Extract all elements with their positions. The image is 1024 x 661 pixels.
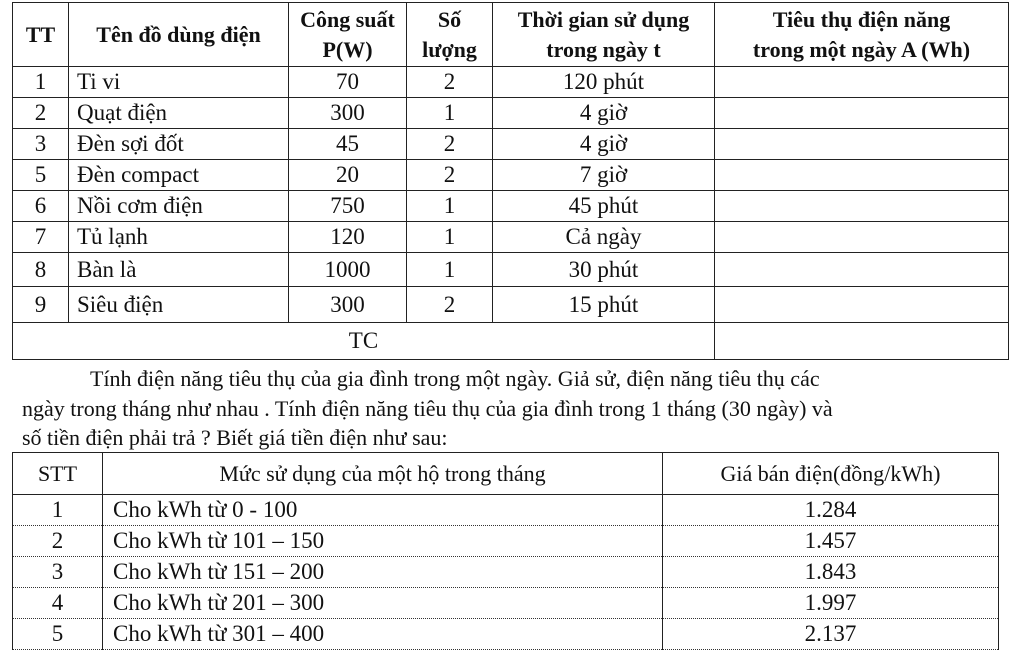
cell-time: Cả ngày [493, 222, 715, 253]
cell-tt: 5 [13, 160, 69, 191]
question-line-2: ngày trong tháng như nhau . Tính điện năng tiêu thụ của gia đình trong 1 tháng (30 ngày) và [22, 395, 833, 421]
table-row [13, 287, 1009, 323]
table-row [13, 526, 999, 557]
header-tt: TT [13, 3, 69, 67]
cell-stt: 2 [13, 526, 103, 557]
cell-name: Nồi cơm điện [69, 191, 289, 222]
cell-power: 20 [289, 160, 407, 191]
total-row [13, 323, 1009, 360]
cell-qty: 2 [407, 129, 493, 160]
cell-price: 1.457 [663, 526, 999, 557]
cell-level: Cho kWh từ 201 – 300 [103, 588, 663, 619]
cell-energy [715, 67, 1009, 98]
header-time [493, 3, 715, 67]
cell-energy [715, 222, 1009, 253]
cell-level: Cho kWh từ 101 – 150 [103, 526, 663, 557]
cell-tt: 1 [13, 67, 69, 98]
cell-tt: 8 [13, 253, 69, 287]
cell-power: 300 [289, 287, 407, 323]
header-name: Tên đồ dùng điện [69, 3, 289, 67]
cell-tt: 6 [13, 191, 69, 222]
cell-power: 70 [289, 67, 407, 98]
total-label: TC [13, 323, 715, 360]
cell-name: Đèn compact [69, 160, 289, 191]
cell-energy [715, 287, 1009, 323]
header-energy [715, 3, 1009, 67]
cell-energy [715, 98, 1009, 129]
cell-stt: 4 [13, 588, 103, 619]
table-row [13, 191, 1009, 222]
header-power [289, 3, 407, 67]
cell-name: Đèn sợi đốt [69, 129, 289, 160]
cell-time: 7 giờ [493, 160, 715, 191]
cell-price: 1.843 [663, 557, 999, 588]
cell-energy [715, 253, 1009, 287]
cell-stt: 5 [13, 619, 103, 650]
question-line-1: Tính điện năng tiêu thụ của gia đình trong một ngày. Giả sử, điện năng tiêu thụ các [90, 366, 820, 391]
table-row [13, 619, 999, 650]
appliance-table [12, 2, 1009, 360]
cell-name: Siêu điện [69, 287, 289, 323]
table-row [13, 98, 1009, 129]
cell-power: 120 [289, 222, 407, 253]
cell-price: 2.137 [663, 619, 999, 650]
cell-name: Tủ lạnh [69, 222, 289, 253]
header-power-line2: P(W) [322, 36, 373, 62]
cell-qty: 1 [407, 98, 493, 129]
cell-time: 4 giờ [493, 98, 715, 129]
cell-tt: 9 [13, 287, 69, 323]
header-qty [407, 3, 493, 67]
cell-qty: 1 [407, 253, 493, 287]
cell-time: 45 phút [493, 191, 715, 222]
cell-power: 750 [289, 191, 407, 222]
table-row [13, 222, 1009, 253]
header-energy-line1: Tiêu thụ điện năng [772, 6, 951, 32]
cell-time: 120 phút [493, 67, 715, 98]
cell-stt: 3 [13, 557, 103, 588]
cell-time: 15 phút [493, 287, 715, 323]
cell-price: 1.997 [663, 588, 999, 619]
cell-price: 1.284 [663, 495, 999, 526]
cell-level: Cho kWh từ 151 – 200 [103, 557, 663, 588]
table-row [13, 160, 1009, 191]
table-row [13, 495, 999, 526]
header-time-line2: trong ngày t [546, 36, 661, 62]
table-row [13, 129, 1009, 160]
cell-level: Cho kWh từ 0 - 100 [103, 495, 663, 526]
cell-qty: 2 [407, 287, 493, 323]
cell-tt: 2 [13, 98, 69, 129]
cell-qty: 1 [407, 222, 493, 253]
table-row [13, 557, 999, 588]
appliance-table-header [13, 3, 1009, 67]
cell-qty: 2 [407, 67, 493, 98]
header-stt: STT [13, 453, 103, 495]
table-row [13, 67, 1009, 98]
header-time-line1: Thời gian sử dụng [517, 6, 690, 32]
cell-time: 4 giờ [493, 129, 715, 160]
header-qty-line1: Số [437, 6, 462, 32]
cell-power: 300 [289, 98, 407, 129]
header-power-line1: Công suất [300, 6, 395, 32]
cell-time: 30 phút [493, 253, 715, 287]
table-row [13, 253, 1009, 287]
total-value [715, 323, 1009, 360]
header-level: Mức sử dụng của một hộ trong tháng [103, 453, 663, 495]
cell-power: 1000 [289, 253, 407, 287]
cell-energy [715, 160, 1009, 191]
cell-tt: 3 [13, 129, 69, 160]
cell-energy [715, 191, 1009, 222]
cell-energy [715, 129, 1009, 160]
question-text [22, 364, 1012, 453]
cell-name: Bàn là [69, 253, 289, 287]
header-qty-line2: lượng [422, 36, 477, 62]
price-table-header [13, 453, 999, 495]
cell-tt: 7 [13, 222, 69, 253]
cell-power: 45 [289, 129, 407, 160]
cell-name: Quạt điện [69, 98, 289, 129]
cell-qty: 1 [407, 191, 493, 222]
header-price: Giá bán điện(đồng/kWh) [663, 453, 999, 495]
cell-qty: 2 [407, 160, 493, 191]
question-line-3: số tiền điện phải trả ? Biết giá tiền điện như sau: [22, 425, 448, 450]
cell-stt: 1 [13, 495, 103, 526]
header-energy-line2: trong một ngày A (Wh) [752, 36, 971, 62]
table-row [13, 588, 999, 619]
cell-name: Ti vi [69, 67, 289, 98]
price-table [12, 452, 999, 650]
cell-level: Cho kWh từ 301 – 400 [103, 619, 663, 650]
